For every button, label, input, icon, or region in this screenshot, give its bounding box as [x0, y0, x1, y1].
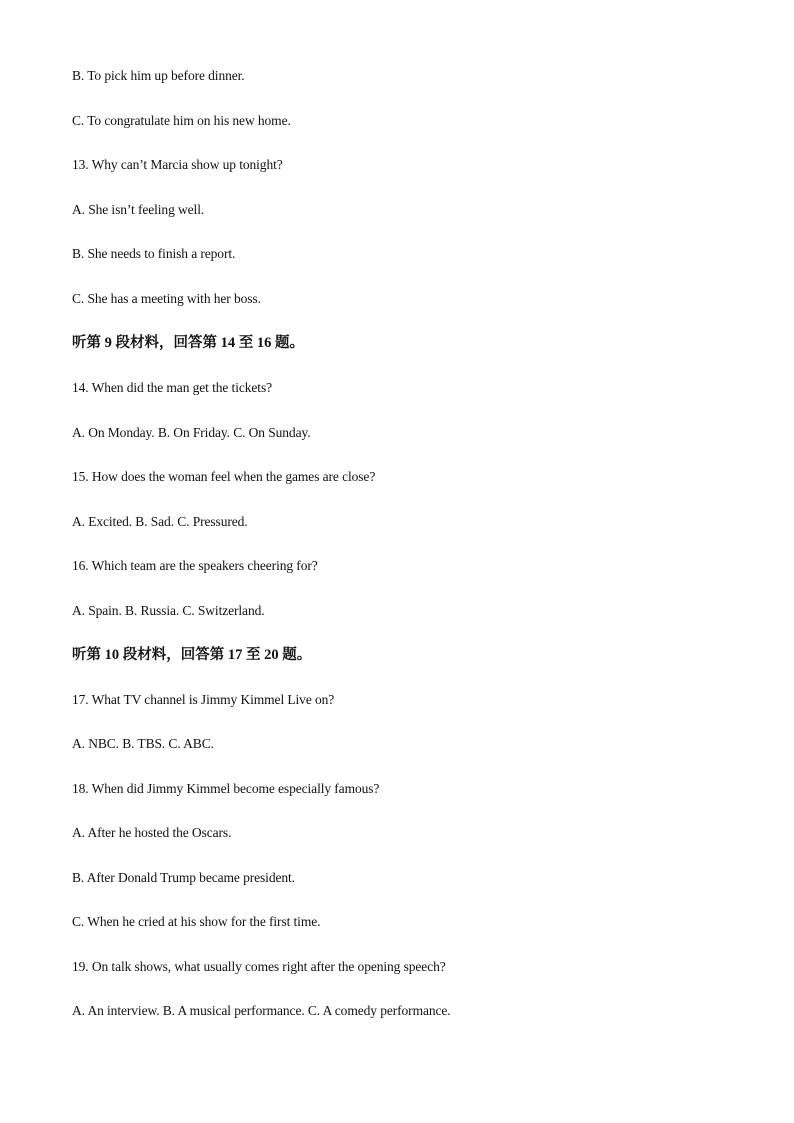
question-14: 14. When did the man get the tickets?	[72, 380, 272, 395]
question-17: 17. What TV channel is Jimmy Kimmel Live on?	[72, 692, 335, 707]
question-16: 16. Which team are the speakers cheering for?	[72, 558, 318, 573]
option-18c: C. When he cried at his show for the first time.	[72, 914, 321, 929]
question-13: 13. Why can’t Marcia show up tonight?	[72, 157, 283, 172]
option-13b: B. She needs to finish a report.	[72, 246, 236, 261]
option-18b: B. After Donald Trump became president.	[72, 870, 295, 885]
option-13c: C. She has a meeting with her boss.	[72, 291, 261, 306]
options-14: A. On Monday. B. On Friday. C. On Sunday.	[72, 425, 311, 440]
section-heading-10: 听第 10 段材料，回答第 17 至 20 题。	[72, 647, 312, 663]
options-19: A. An interview. B. A musical performance. C. A comedy performance.	[72, 1003, 451, 1018]
options-16: A. Spain. B. Russia. C. Switzerland.	[72, 603, 265, 618]
option-18a: A. After he hosted the Oscars.	[72, 825, 232, 840]
section-heading-9: 听第 9 段材料，回答第 14 至 16 题。	[72, 335, 304, 351]
options-17: A. NBC. B. TBS. C. ABC.	[72, 736, 214, 751]
option-13a: A. She isn’t feeling well.	[72, 202, 205, 217]
question-19: 19. On talk shows, what usually comes right after the opening speech?	[72, 959, 446, 974]
options-15: A. Excited. B. Sad. C. Pressured.	[72, 514, 248, 529]
option-12c: C. To congratulate him on his new home.	[72, 113, 291, 128]
option-12b: B. To pick him up before dinner.	[72, 68, 245, 83]
question-18: 18. When did Jimmy Kimmel become especially famous?	[72, 781, 380, 796]
question-15: 15. How does the woman feel when the games are close?	[72, 469, 376, 484]
